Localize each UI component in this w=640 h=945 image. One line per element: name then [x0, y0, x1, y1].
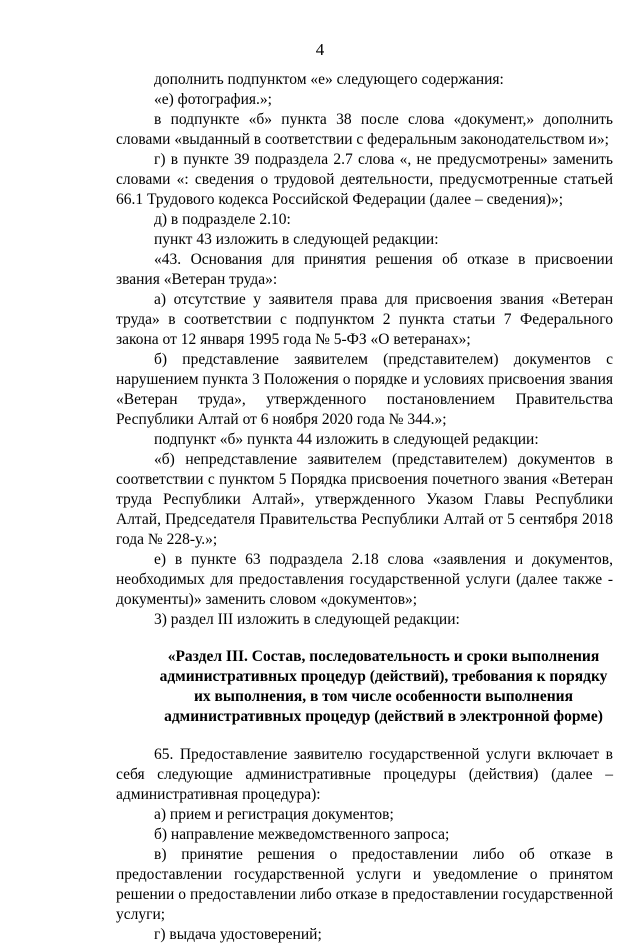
section-heading: «Раздел III. Состав, последовательность и сроки выполнения административных процедур (действий), требования к порядку их выполнения, в том числе особенности выполнения административных процедур (действий в электронной форме): [159, 648, 608, 725]
section-body: [116, 745, 613, 945]
paragraph: «е) фотография.»;: [154, 91, 272, 108]
paragraph: «б) непредставление заявителем (представителем) документов в соответствии с пунктом 5 Порядка присвоения почетного звания «Ветеран труда Республики Алтай», утвержденного Указом Главы Республики Алтай, Председателя Правительства Республики Алтай от 5 сентября 2018 года № 228-у.»;: [116, 451, 613, 548]
paragraph: б) представление заявителем (представителем) документов с нарушением пункта 3 Положения о порядке и условиях присвоения звания «Ветеран труда», утвержденного постановлением Правительства Республики Алтай от 6 ноября 2020 года № 344.»;: [116, 351, 613, 428]
paragraph: б) направление межведомственного запроса;: [154, 826, 450, 843]
paragraph: 65. Предоставление заявителю государственной услуги включает в себя следующие административные процедуры (действия) (далее – административная процедура):: [116, 746, 613, 803]
paragraph: в подпункте «б» пункта 38 после слова «документ,» дополнить словами «выданный в соответствии с федеральным законодательством и»;: [116, 111, 613, 148]
section-heading-block: [116, 647, 613, 727]
paragraph: г) в пункте 39 подраздела 2.7 слова «, не предусмотрены» заменить словами «: сведения о трудовой деятельности, предусмотренные статьей 66.1 Трудового кодекса Российской Федерации (далее – сведения)»;: [116, 151, 613, 208]
paragraph: «43. Основания для принятия решения об отказе в присвоении звания «Ветеран труда»:: [116, 251, 613, 288]
paragraph: а) отсутствие у заявителя права для присвоения звания «Ветеран труда» в соответствии с подпунктом 2 пункта статьи 7 Федерального закона от 12 января 1995 года № 5-ФЗ «О ветеранах»;: [116, 291, 613, 348]
paragraph: пункт 43 изложить в следующей редакции:: [154, 231, 439, 248]
paragraph: а) прием и регистрация документов;: [154, 806, 394, 823]
document-body: [116, 70, 613, 945]
paragraph: д) в подразделе 2.10:: [154, 211, 291, 228]
paragraph: 3) раздел III изложить в следующей редакции:: [154, 611, 460, 628]
paragraph: дополнить подпунктом «е» следующего содержания:: [154, 71, 504, 88]
paragraph: в) принятие решения о предоставлении либо об отказе в предоставлении государственной услуги и уведомление о принятом решении о предоставлении либо отказе в предоставлении государственной услуги;: [116, 846, 613, 923]
page-number: 4: [315, 40, 325, 59]
paragraph: г) выдача удостоверений;: [154, 926, 322, 943]
paragraph: е) в пункте 63 подраздела 2.18 слова «заявления и документов, необходимых для предоставления государственной услуги (далее также - документы)» заменить словом «документов»;: [116, 551, 613, 608]
paragraph: подпункт «б» пункта 44 изложить в следующей редакции:: [154, 431, 539, 448]
